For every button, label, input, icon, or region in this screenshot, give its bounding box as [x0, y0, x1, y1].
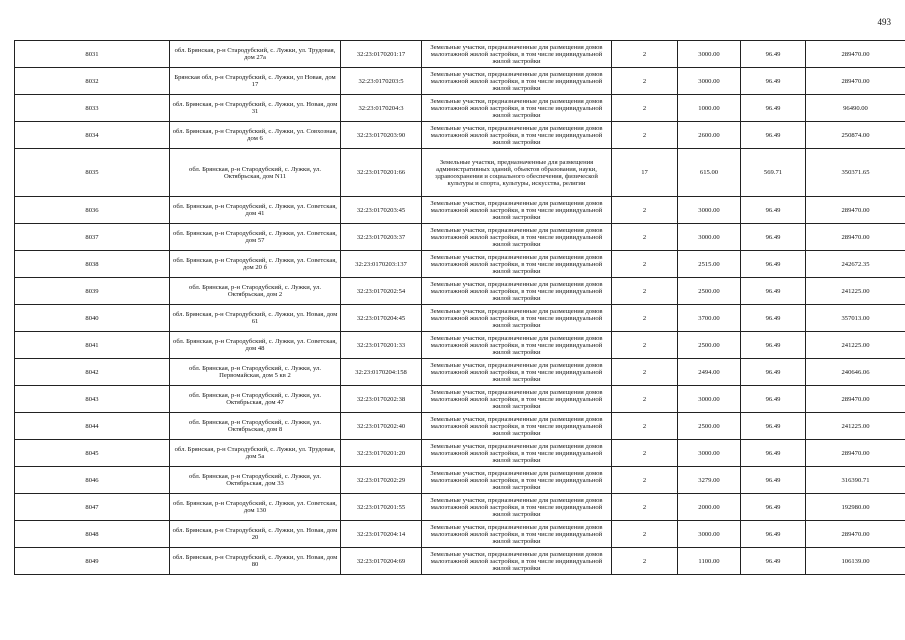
area-cell: 2500.00: [678, 278, 741, 305]
row-number: 8047: [15, 494, 170, 521]
cadastral-number-cell: 32:23:0170203:90: [341, 122, 422, 149]
address-cell: обл. Брянская, р-н Стародубский, с. Лужки, ул. Советская, дом 41: [170, 197, 341, 224]
group-code-cell: 2: [612, 440, 678, 467]
area-cell: 3700.00: [678, 305, 741, 332]
land-use-cell: Земельные участки, предназначенные для размещения домов малоэтажной жилой застройки, в том числе индивидуальной жилой застройки: [422, 494, 612, 521]
cadastral-value-cell: 241225.00: [806, 278, 905, 305]
specific-value-cell: 96.49: [741, 68, 806, 95]
address-cell: обл. Брянская, р-н Стародубский, с. Лужки, ул. Советская, дом 48: [170, 332, 341, 359]
cadastral-number-cell: 32:23:0170201:17: [341, 41, 422, 68]
row-number: 8043: [15, 386, 170, 413]
land-use-cell: Земельные участки, предназначенные для размещения домов малоэтажной жилой застройки, в том числе индивидуальной жилой застройки: [422, 197, 612, 224]
group-code-cell: 2: [612, 548, 678, 575]
group-code-cell: 2: [612, 359, 678, 386]
address-cell: обл. Брянская, р-н Стародубский, с. Лужки, ул. Трудовая, дом 27а: [170, 41, 341, 68]
row-number: 8035: [15, 149, 170, 197]
cadastral-value-cell: 289470.00: [806, 386, 905, 413]
specific-value-cell: 96.49: [741, 548, 806, 575]
row-number: 8048: [15, 521, 170, 548]
cadastral-value-cell: 242672.35: [806, 251, 905, 278]
row-number: 8032: [15, 68, 170, 95]
group-code-cell: 2: [612, 278, 678, 305]
cadastral-value-cell: 289470.00: [806, 41, 905, 68]
group-code-cell: 2: [612, 494, 678, 521]
address-cell: обл. Брянская, р-н Стародубский, с. Лужки, ул. Советская, дом 20 б: [170, 251, 341, 278]
area-cell: 3000.00: [678, 41, 741, 68]
row-number: 8046: [15, 467, 170, 494]
cadastral-number-cell: 32:23:0170201:55: [341, 494, 422, 521]
land-use-cell: Земельные участки, предназначенные для размещения домов малоэтажной жилой застройки, в том числе индивидуальной жилой застройки: [422, 521, 612, 548]
group-code-cell: 2: [612, 251, 678, 278]
cadastral-number-cell: 32:23:0170204:14: [341, 521, 422, 548]
address-cell: обл. Брянская, р-н Стародубский, с. Лужки, ул. Новая, дом 31: [170, 95, 341, 122]
land-use-cell: Земельные участки, предназначенные для размещения домов малоэтажной жилой застройки, в том числе индивидуальной жилой застройки: [422, 68, 612, 95]
area-cell: 3000.00: [678, 68, 741, 95]
table-row: [15, 494, 905, 521]
cadastral-number-cell: 32:23:0170204:158: [341, 359, 422, 386]
land-use-cell: Земельные участки, предназначенные для размещения домов малоэтажной жилой застройки, в том числе индивидуальной жилой застройки: [422, 122, 612, 149]
cadastral-number-cell: 32:23:0170203:45: [341, 197, 422, 224]
table-row: [15, 386, 905, 413]
group-code-cell: 2: [612, 305, 678, 332]
row-number: 8036: [15, 197, 170, 224]
group-code-cell: 2: [612, 413, 678, 440]
specific-value-cell: 96.49: [741, 95, 806, 122]
address-cell: обл. Брянская, р-н Стародубский, с. Лужки, ул. Октябрьская, дом 8: [170, 413, 341, 440]
page-number: 493: [877, 17, 891, 27]
cadastral-number-cell: 32:23:0170203:37: [341, 224, 422, 251]
address-cell: обл. Брянская, р-н Стародубский, с. Лужки, ул. Новая, дом 61: [170, 305, 341, 332]
row-number: 8041: [15, 332, 170, 359]
cadastral-value-cell: 240646.06: [806, 359, 905, 386]
group-code-cell: 2: [612, 197, 678, 224]
cadastral-value-cell: 350371.65: [806, 149, 905, 197]
address-cell: обл. Брянская, р-н Стародубский, с. Лужки, ул. Октябрьская, дом 33: [170, 467, 341, 494]
cadastral-value-cell: 241225.00: [806, 413, 905, 440]
cadastral-value-cell: 289470.00: [806, 197, 905, 224]
area-cell: 2500.00: [678, 332, 741, 359]
specific-value-cell: 96.49: [741, 251, 806, 278]
table-row: [15, 251, 905, 278]
table-row: [15, 467, 905, 494]
row-number: 8040: [15, 305, 170, 332]
cadastral-number-cell: 32:23:0170203:5: [341, 68, 422, 95]
address-cell: обл. Брянская, р-н Стародубский, с. Лужки, ул. Совхозная, дом 6: [170, 122, 341, 149]
land-use-cell: Земельные участки, предназначенные для размещения домов малоэтажной жилой застройки, в том числе индивидуальной жилой застройки: [422, 224, 612, 251]
specific-value-cell: 96.49: [741, 41, 806, 68]
land-use-cell: Земельные участки, предназначенные для размещения домов малоэтажной жилой застройки, в том числе индивидуальной жилой застройки: [422, 467, 612, 494]
group-code-cell: 2: [612, 122, 678, 149]
area-cell: 2515.00: [678, 251, 741, 278]
area-cell: 3000.00: [678, 224, 741, 251]
cadastral-value-cell: 250874.00: [806, 122, 905, 149]
table-row: [15, 95, 905, 122]
cadastral-number-cell: 32:23:0170202:38: [341, 386, 422, 413]
row-number: 8033: [15, 95, 170, 122]
land-use-cell: Земельные участки, предназначенные для размещения домов малоэтажной жилой застройки, в том числе индивидуальной жилой застройки: [422, 95, 612, 122]
cadastral-number-cell: 32:23:0170204:69: [341, 548, 422, 575]
cadastral-value-cell: 106139.00: [806, 548, 905, 575]
table-row: [15, 122, 905, 149]
specific-value-cell: 96.49: [741, 494, 806, 521]
row-number: 8037: [15, 224, 170, 251]
group-code-cell: 2: [612, 41, 678, 68]
land-use-cell: Земельные участки, предназначенные для размещения домов малоэтажной жилой застройки, в том числе индивидуальной жилой застройки: [422, 332, 612, 359]
address-cell: обл. Брянская, р-н Стародубский, с. Лужки, ул. Первомайская, дом 5 кв 2: [170, 359, 341, 386]
specific-value-cell: 96.49: [741, 386, 806, 413]
cadastral-number-cell: 32:23:0170201:20: [341, 440, 422, 467]
land-use-cell: Земельные участки, предназначенные для размещения домов малоэтажной жилой застройки, в том числе индивидуальной жилой застройки: [422, 413, 612, 440]
address-cell: обл. Брянская, р-н Стародубский, с. Лужки, ул. Новая, дом 20: [170, 521, 341, 548]
table-row: [15, 278, 905, 305]
cadastral-number-cell: 32:23:0170204:3: [341, 95, 422, 122]
group-code-cell: 2: [612, 68, 678, 95]
group-code-cell: 2: [612, 224, 678, 251]
group-code-cell: 17: [612, 149, 678, 197]
address-cell: обл. Брянская, р-н Стародубский, с. Лужки, ул. Советская, дом 57: [170, 224, 341, 251]
land-use-cell: Земельные участки, предназначенные для размещения домов малоэтажной жилой застройки, в том числе индивидуальной жилой застройки: [422, 386, 612, 413]
cadastral-number-cell: 32:23:0170202:40: [341, 413, 422, 440]
land-use-cell: Земельные участки, предназначенные для размещения домов малоэтажной жилой застройки, в том числе индивидуальной жилой застройки: [422, 440, 612, 467]
address-cell: Брянская обл, р-н Стародубский, с. Лужки, ул Новая, дом 17: [170, 68, 341, 95]
table-row: [15, 68, 905, 95]
specific-value-cell: 96.49: [741, 122, 806, 149]
table-row: [15, 413, 905, 440]
area-cell: 615.00: [678, 149, 741, 197]
group-code-cell: 2: [612, 521, 678, 548]
row-number: 8042: [15, 359, 170, 386]
group-code-cell: 2: [612, 386, 678, 413]
address-cell: обл. Брянская, р-н Стародубский, с. Лужки, ул. Трудовая, дом 5а: [170, 440, 341, 467]
group-code-cell: 2: [612, 332, 678, 359]
specific-value-cell: 96.49: [741, 413, 806, 440]
land-use-cell: Земельные участки, предназначенные для размещения административных зданий, объектов образования, науки, здравоохранения и социального обеспечения, физической культуры и спорта, культуры, искусства, религии: [422, 149, 612, 197]
cadastral-number-cell: 32:23:0170204:45: [341, 305, 422, 332]
specific-value-cell: 96.49: [741, 521, 806, 548]
cadastral-value-cell: 289470.00: [806, 224, 905, 251]
group-code-cell: 2: [612, 467, 678, 494]
table-row: [15, 440, 905, 467]
area-cell: 3000.00: [678, 386, 741, 413]
row-number: 8044: [15, 413, 170, 440]
table-row: [15, 149, 905, 197]
land-plot-table: [14, 40, 905, 575]
area-cell: 2494.00: [678, 359, 741, 386]
address-cell: обл. Брянская, р-н Стародубский, с. Лужки, ул. Советская, дом 130: [170, 494, 341, 521]
table-row: [15, 332, 905, 359]
specific-value-cell: 96.49: [741, 332, 806, 359]
cadastral-number-cell: 32:23:0170201:66: [341, 149, 422, 197]
land-use-cell: Земельные участки, предназначенные для размещения домов малоэтажной жилой застройки, в том числе индивидуальной жилой застройки: [422, 548, 612, 575]
address-cell: обл. Брянская, р-н Стародубский, с. Лужки, ул. Октябрьская, дом N11: [170, 149, 341, 197]
cadastral-number-cell: 32:23:0170203:137: [341, 251, 422, 278]
table-row: [15, 548, 905, 575]
land-use-cell: Земельные участки, предназначенные для размещения домов малоэтажной жилой застройки, в том числе индивидуальной жилой застройки: [422, 359, 612, 386]
cadastral-value-cell: 357013.00: [806, 305, 905, 332]
row-number: 8045: [15, 440, 170, 467]
area-cell: 2000.00: [678, 494, 741, 521]
land-use-cell: Земельные участки, предназначенные для размещения домов малоэтажной жилой застройки, в том числе индивидуальной жилой застройки: [422, 305, 612, 332]
row-number: 8034: [15, 122, 170, 149]
area-cell: 1100.00: [678, 548, 741, 575]
land-use-cell: Земельные участки, предназначенные для размещения домов малоэтажной жилой застройки, в том числе индивидуальной жилой застройки: [422, 251, 612, 278]
specific-value-cell: 96.49: [741, 197, 806, 224]
cadastral-value-cell: 289470.00: [806, 68, 905, 95]
area-cell: 3000.00: [678, 521, 741, 548]
specific-value-cell: 96.49: [741, 278, 806, 305]
area-cell: 3000.00: [678, 440, 741, 467]
row-number: 8049: [15, 548, 170, 575]
area-cell: 3279.00: [678, 467, 741, 494]
specific-value-cell: 96.49: [741, 440, 806, 467]
address-cell: обл. Брянская, р-н Стародубский, с. Лужки, ул. Новая, дом 80: [170, 548, 341, 575]
table-row: [15, 41, 905, 68]
area-cell: 3000.00: [678, 197, 741, 224]
cadastral-value-cell: 192980.00: [806, 494, 905, 521]
specific-value-cell: 569.71: [741, 149, 806, 197]
table-row: [15, 305, 905, 332]
cadastral-number-cell: 32:23:0170202:29: [341, 467, 422, 494]
cadastral-number-cell: 32:23:0170202:54: [341, 278, 422, 305]
table-row: [15, 224, 905, 251]
group-code-cell: 2: [612, 95, 678, 122]
row-number: 8038: [15, 251, 170, 278]
row-number: 8031: [15, 41, 170, 68]
table-row: [15, 521, 905, 548]
specific-value-cell: 96.49: [741, 224, 806, 251]
specific-value-cell: 96.49: [741, 467, 806, 494]
area-cell: 2600.00: [678, 122, 741, 149]
cadastral-number-cell: 32:23:0170201:33: [341, 332, 422, 359]
area-cell: 1000.00: [678, 95, 741, 122]
table-row: [15, 359, 905, 386]
address-cell: обл. Брянская, р-н Стародубский, с. Лужки, ул. Октябрьская, дом 2: [170, 278, 341, 305]
address-cell: обл. Брянская, р-н Стародубский, с. Лужки, ул. Октябрьская, дом 47: [170, 386, 341, 413]
cadastral-value-cell: 241225.00: [806, 332, 905, 359]
area-cell: 2500.00: [678, 413, 741, 440]
cadastral-value-cell: 289470.00: [806, 440, 905, 467]
table-row: [15, 197, 905, 224]
cadastral-value-cell: 316390.71: [806, 467, 905, 494]
cadastral-value-cell: 96490.00: [806, 95, 905, 122]
row-number: 8039: [15, 278, 170, 305]
land-use-cell: Земельные участки, предназначенные для размещения домов малоэтажной жилой застройки, в том числе индивидуальной жилой застройки: [422, 41, 612, 68]
specific-value-cell: 96.49: [741, 359, 806, 386]
cadastral-value-cell: 289470.00: [806, 521, 905, 548]
specific-value-cell: 96.49: [741, 305, 806, 332]
land-use-cell: Земельные участки, предназначенные для размещения домов малоэтажной жилой застройки, в том числе индивидуальной жилой застройки: [422, 278, 612, 305]
